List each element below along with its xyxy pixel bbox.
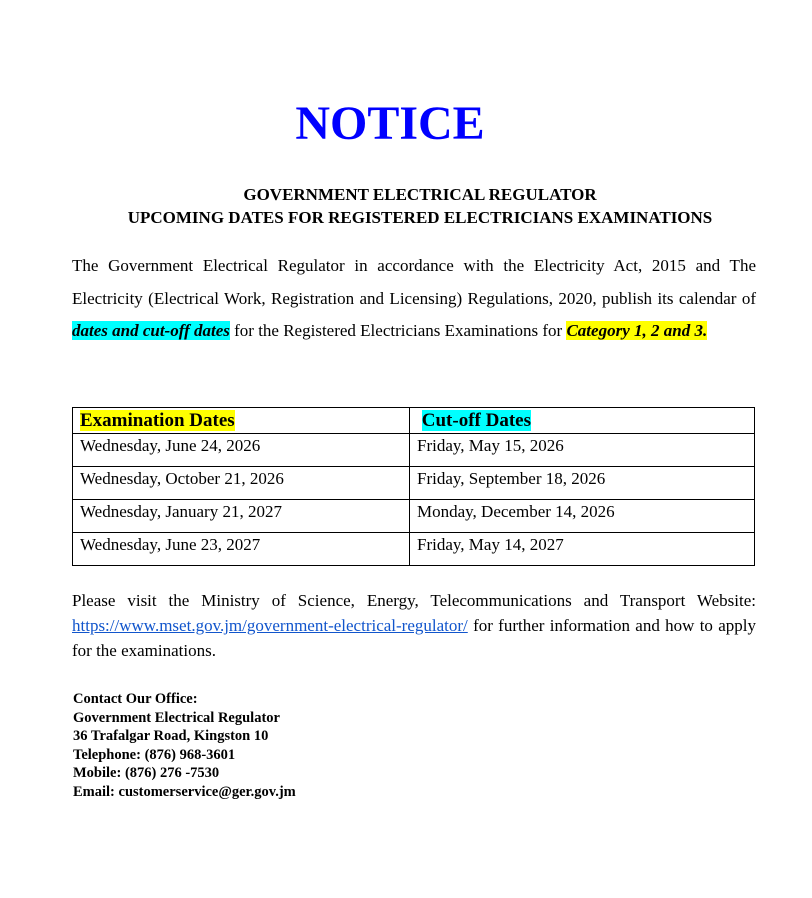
contact-telephone: Telephone: (876) 968-3601 (73, 746, 236, 763)
table-row (73, 434, 755, 467)
cutoff-date-cell: Friday, May 15, 2026 (410, 434, 755, 467)
highlight-categories: Category 1, 2 and 3. (566, 321, 708, 340)
contact-email: Email: customerservice@ger.gov.jm (73, 783, 296, 800)
contact-organization: Government Electrical Regulator (73, 709, 280, 726)
header-cutoff-dates: Cut-off Dates (410, 408, 755, 434)
contact-address: 36 Trafalgar Road, Kingston 10 (73, 728, 269, 744)
cutoff-date-cell: Friday, May 14, 2027 (410, 533, 755, 566)
examinations-heading: UPCOMING DATES FOR REGISTERED ELECTRICIANS EXAMINATIONS (127, 208, 713, 227)
organization-heading: GOVERNMENT ELECTRICAL REGULATOR (243, 185, 597, 204)
intro-text-1: The Government Electrical Regulator in accordance with the Electricity Act, 2015 and The Electricity (Electrical Work, Registration and Licensing) Regulations, 2020, publish its calendar of (72, 256, 756, 308)
intro-paragraph (72, 250, 756, 348)
exam-date-cell: Wednesday, January 21, 2027 (73, 500, 410, 533)
visit-text-2: for further information and how to apply for the examinations. (72, 616, 756, 660)
highlight-dates: dates and cut-off dates (72, 321, 230, 340)
contact-heading: Contact Our Office: (73, 691, 198, 707)
header-examination-dates: Examination Dates (73, 408, 410, 434)
exam-date-cell: Wednesday, October 21, 2026 (73, 467, 410, 500)
contact-mobile: Mobile: (876) 276 -7530 (73, 765, 220, 781)
cutoff-date-cell: Monday, December 14, 2026 (410, 500, 755, 533)
exam-date-cell: Wednesday, June 24, 2026 (73, 434, 410, 467)
cutoff-date-cell: Friday, September 18, 2026 (410, 467, 755, 500)
table-row (73, 533, 755, 566)
table-row (73, 500, 755, 533)
exam-date-cell: Wednesday, June 23, 2027 (73, 533, 410, 566)
ministry-website-link[interactable]: https://www.mset.gov.jm/government-electrical-regulator/ (72, 616, 468, 635)
table-row (73, 467, 755, 500)
contact-block (73, 690, 296, 801)
table-header-row (73, 408, 755, 434)
dates-table (72, 407, 755, 566)
visit-paragraph (72, 588, 756, 663)
notice-title: NOTICE (295, 97, 485, 150)
visit-text-1: Please visit the Ministry of Science, Energy, Telecommunications and Transport Website: (72, 591, 756, 610)
intro-text-2: for the Registered Electricians Examinations for (229, 321, 567, 340)
